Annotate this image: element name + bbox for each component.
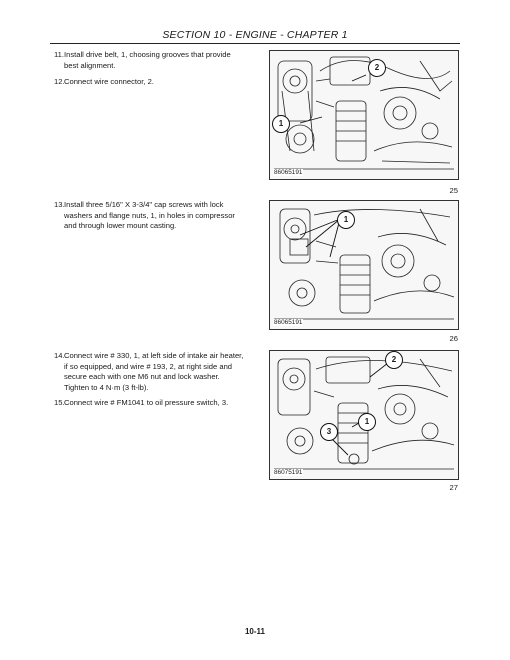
figure-image-id: 86065191 — [274, 319, 303, 326]
engine-line-drawing — [270, 51, 458, 179]
figure-25-illustration — [269, 50, 459, 180]
engine-line-drawing — [270, 201, 458, 329]
step-13 — [54, 200, 246, 232]
step-14 — [54, 351, 246, 393]
figure-number: 26 — [449, 334, 458, 343]
header-rule — [50, 43, 460, 44]
figure-27-illustration — [269, 350, 459, 480]
step-text: Install drive belt, 1, choosing grooves that provide best alignment. — [64, 50, 231, 70]
step-text: Connect wire # 330, 1, at left side of intake air heater, if so equipped, and wire # 193, 2, at right side and secure each with one M6 nut and lock washer. Tighten to 4 N·m (3 ft-lb). — [64, 351, 244, 392]
step-11 — [54, 50, 246, 71]
step-number: 13. — [54, 200, 65, 209]
figure-number: 25 — [449, 186, 458, 195]
figure-number: 27 — [449, 483, 458, 492]
step-text: Connect wire # FM1041 to oil pressure switch, 3. — [64, 398, 229, 407]
step-15 — [54, 398, 246, 409]
page-number: 10-11 — [244, 627, 266, 636]
figure-26-illustration — [269, 200, 459, 330]
section-header: SECTION 10 - ENGINE - CHAPTER 1 — [162, 29, 348, 41]
callout-1: 1 — [337, 211, 355, 229]
step-number: 11. — [54, 50, 64, 59]
callout-1: 1 — [272, 115, 290, 133]
step-number: 12. — [54, 77, 65, 86]
callout-3: 3 — [320, 423, 338, 441]
figure-image-id: 86075191 — [274, 469, 303, 476]
callout-2: 2 — [368, 59, 386, 77]
step-12 — [54, 77, 246, 88]
step-text: Install three 5/16" X 3-3/4" cap screws with lock washers and flange nuts, 1, in holes in compressor and through lower mount casting. — [64, 200, 235, 231]
callout-2: 2 — [385, 351, 403, 369]
step-number: 15. — [54, 398, 65, 407]
step-text: Connect wire connector, 2. — [64, 77, 154, 86]
figure-image-id: 86065191 — [274, 169, 303, 176]
callout-1: 1 — [358, 413, 376, 431]
step-number: 14. — [54, 351, 65, 360]
